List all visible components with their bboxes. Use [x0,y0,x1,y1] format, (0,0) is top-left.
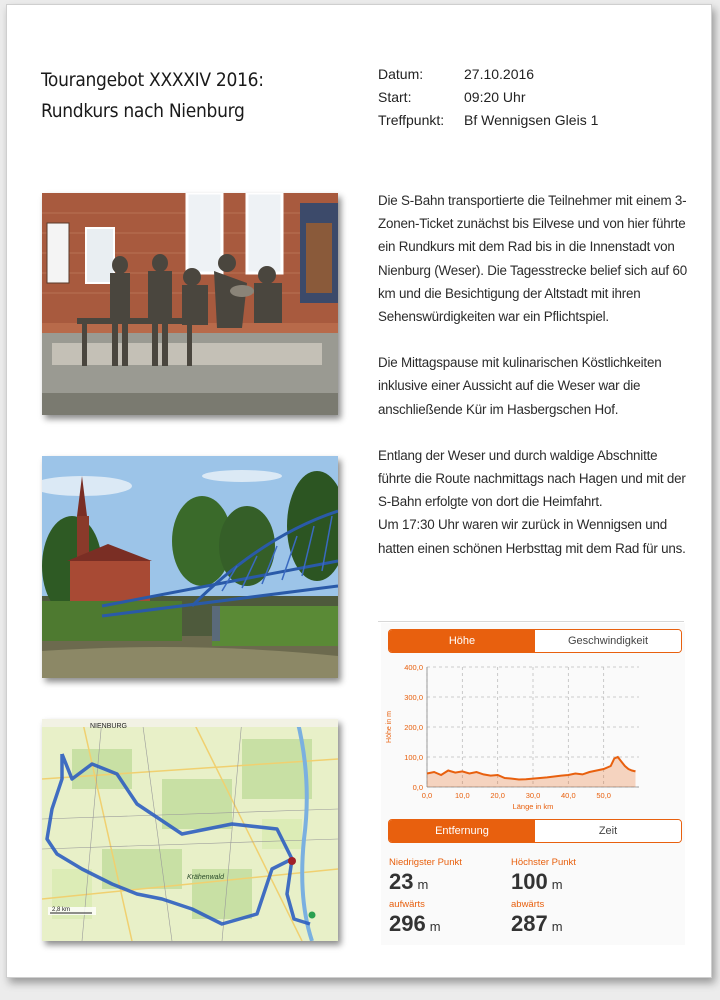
title-line-1: Tourangebot XXXXIV 2016: [41,69,264,91]
detail-label: Datum: [378,66,424,82]
map-forest-label: Krähenwald [187,874,224,881]
divider [378,621,684,622]
detail-label: Treffpunkt: [378,112,445,128]
document-title [41,65,341,127]
ascent-label: aufwärts [389,899,425,910]
detail-meeting-point [378,109,598,132]
x-tick-label: 20,0 [490,791,505,800]
sculpture-photo [42,193,338,415]
y-tick-label: 200,0 [404,723,423,732]
route-map [42,719,338,941]
detail-label: Start: [378,89,412,105]
document-page [6,4,712,978]
report-text [378,189,690,560]
map-town-label: NIENBURG [90,723,127,730]
tab-speed[interactable]: Geschwindigkeit [535,630,681,652]
paragraph: Die S-Bahn transportierte die Teilnehmer mit einem 3-Zonen-Ticket zunächst bis Eilvese und von hier führte ein Rundkurs mit dem Rad bis in die Innenstadt von Nienburg (Weser). Die Tagesstrecke belief sich auf 60 km und die Besichtigung der Altstadt mit ihren Sehenswürdigkeiten war ein Pflichtspiel. [378,193,687,325]
chart-mode-toggle [388,629,682,653]
y-axis-label: Höhe in m [386,711,393,743]
y-tick-label: 400,0 [404,663,423,672]
descent-label: abwärts [511,899,545,910]
high-point-label: Höchster Punkt [511,857,576,868]
detail-date [378,63,598,86]
bridge-photo [42,456,338,678]
x-tick-label: 0,0 [421,791,433,800]
detail-value: 27.10.2016 [464,66,535,82]
tab-time[interactable]: Zeit [535,820,681,842]
x-axis-label: Länge in km [512,802,554,811]
y-tick-label: 0,0 [412,783,423,792]
paragraph: Entlang der Weser und durch waldige Abschnitte führte die Route nachmittags nach Hagen und mit der S-Bahn erfolgte von dort die Heimfahrt. [378,447,686,510]
x-tick-label: 40,0 [561,791,576,800]
tab-distance[interactable]: Entfernung [389,820,535,842]
ascent-value: 296 m [389,911,441,936]
low-point-label: Niedrigster Punkt [389,857,462,868]
paragraph: Die Mittagspause mit kulinarischen Köstlichkeiten inklusive einer Aussicht auf die Weser war die anschließende Kür im Hasbergschen Hof. [378,355,662,417]
x-tick-label: 10,0 [455,791,470,800]
tour-details [378,63,598,132]
map-scale: 2,8 km [52,907,71,913]
tracking-app-screenshot [381,623,685,945]
detail-value: 09:20 Uhr [464,89,526,105]
descent-value: 287 m [511,911,563,936]
x-tick-label: 30,0 [525,791,541,800]
x-tick-label: 50,0 [596,791,611,800]
elevation-chart [381,657,685,823]
y-tick-label: 100,0 [404,753,423,762]
detail-value: Bf Wennigsen Gleis 1 [464,112,599,128]
axis-mode-toggle [388,819,682,843]
end-marker-icon [288,857,296,865]
tab-elevation[interactable]: Höhe [389,630,535,652]
title-line-2: Rundkurs nach Nienburg [41,100,245,122]
paragraph: Um 17:30 Uhr waren wir zurück in Wennigsen und hatten einen schönen Herbsttag mit dem Rad für uns. [378,517,686,556]
low-point-value: 23 m [389,869,429,894]
start-marker-icon [309,912,316,919]
y-tick-label: 300,0 [404,693,423,702]
high-point-value: 100 m [511,869,563,894]
detail-start [378,86,598,109]
